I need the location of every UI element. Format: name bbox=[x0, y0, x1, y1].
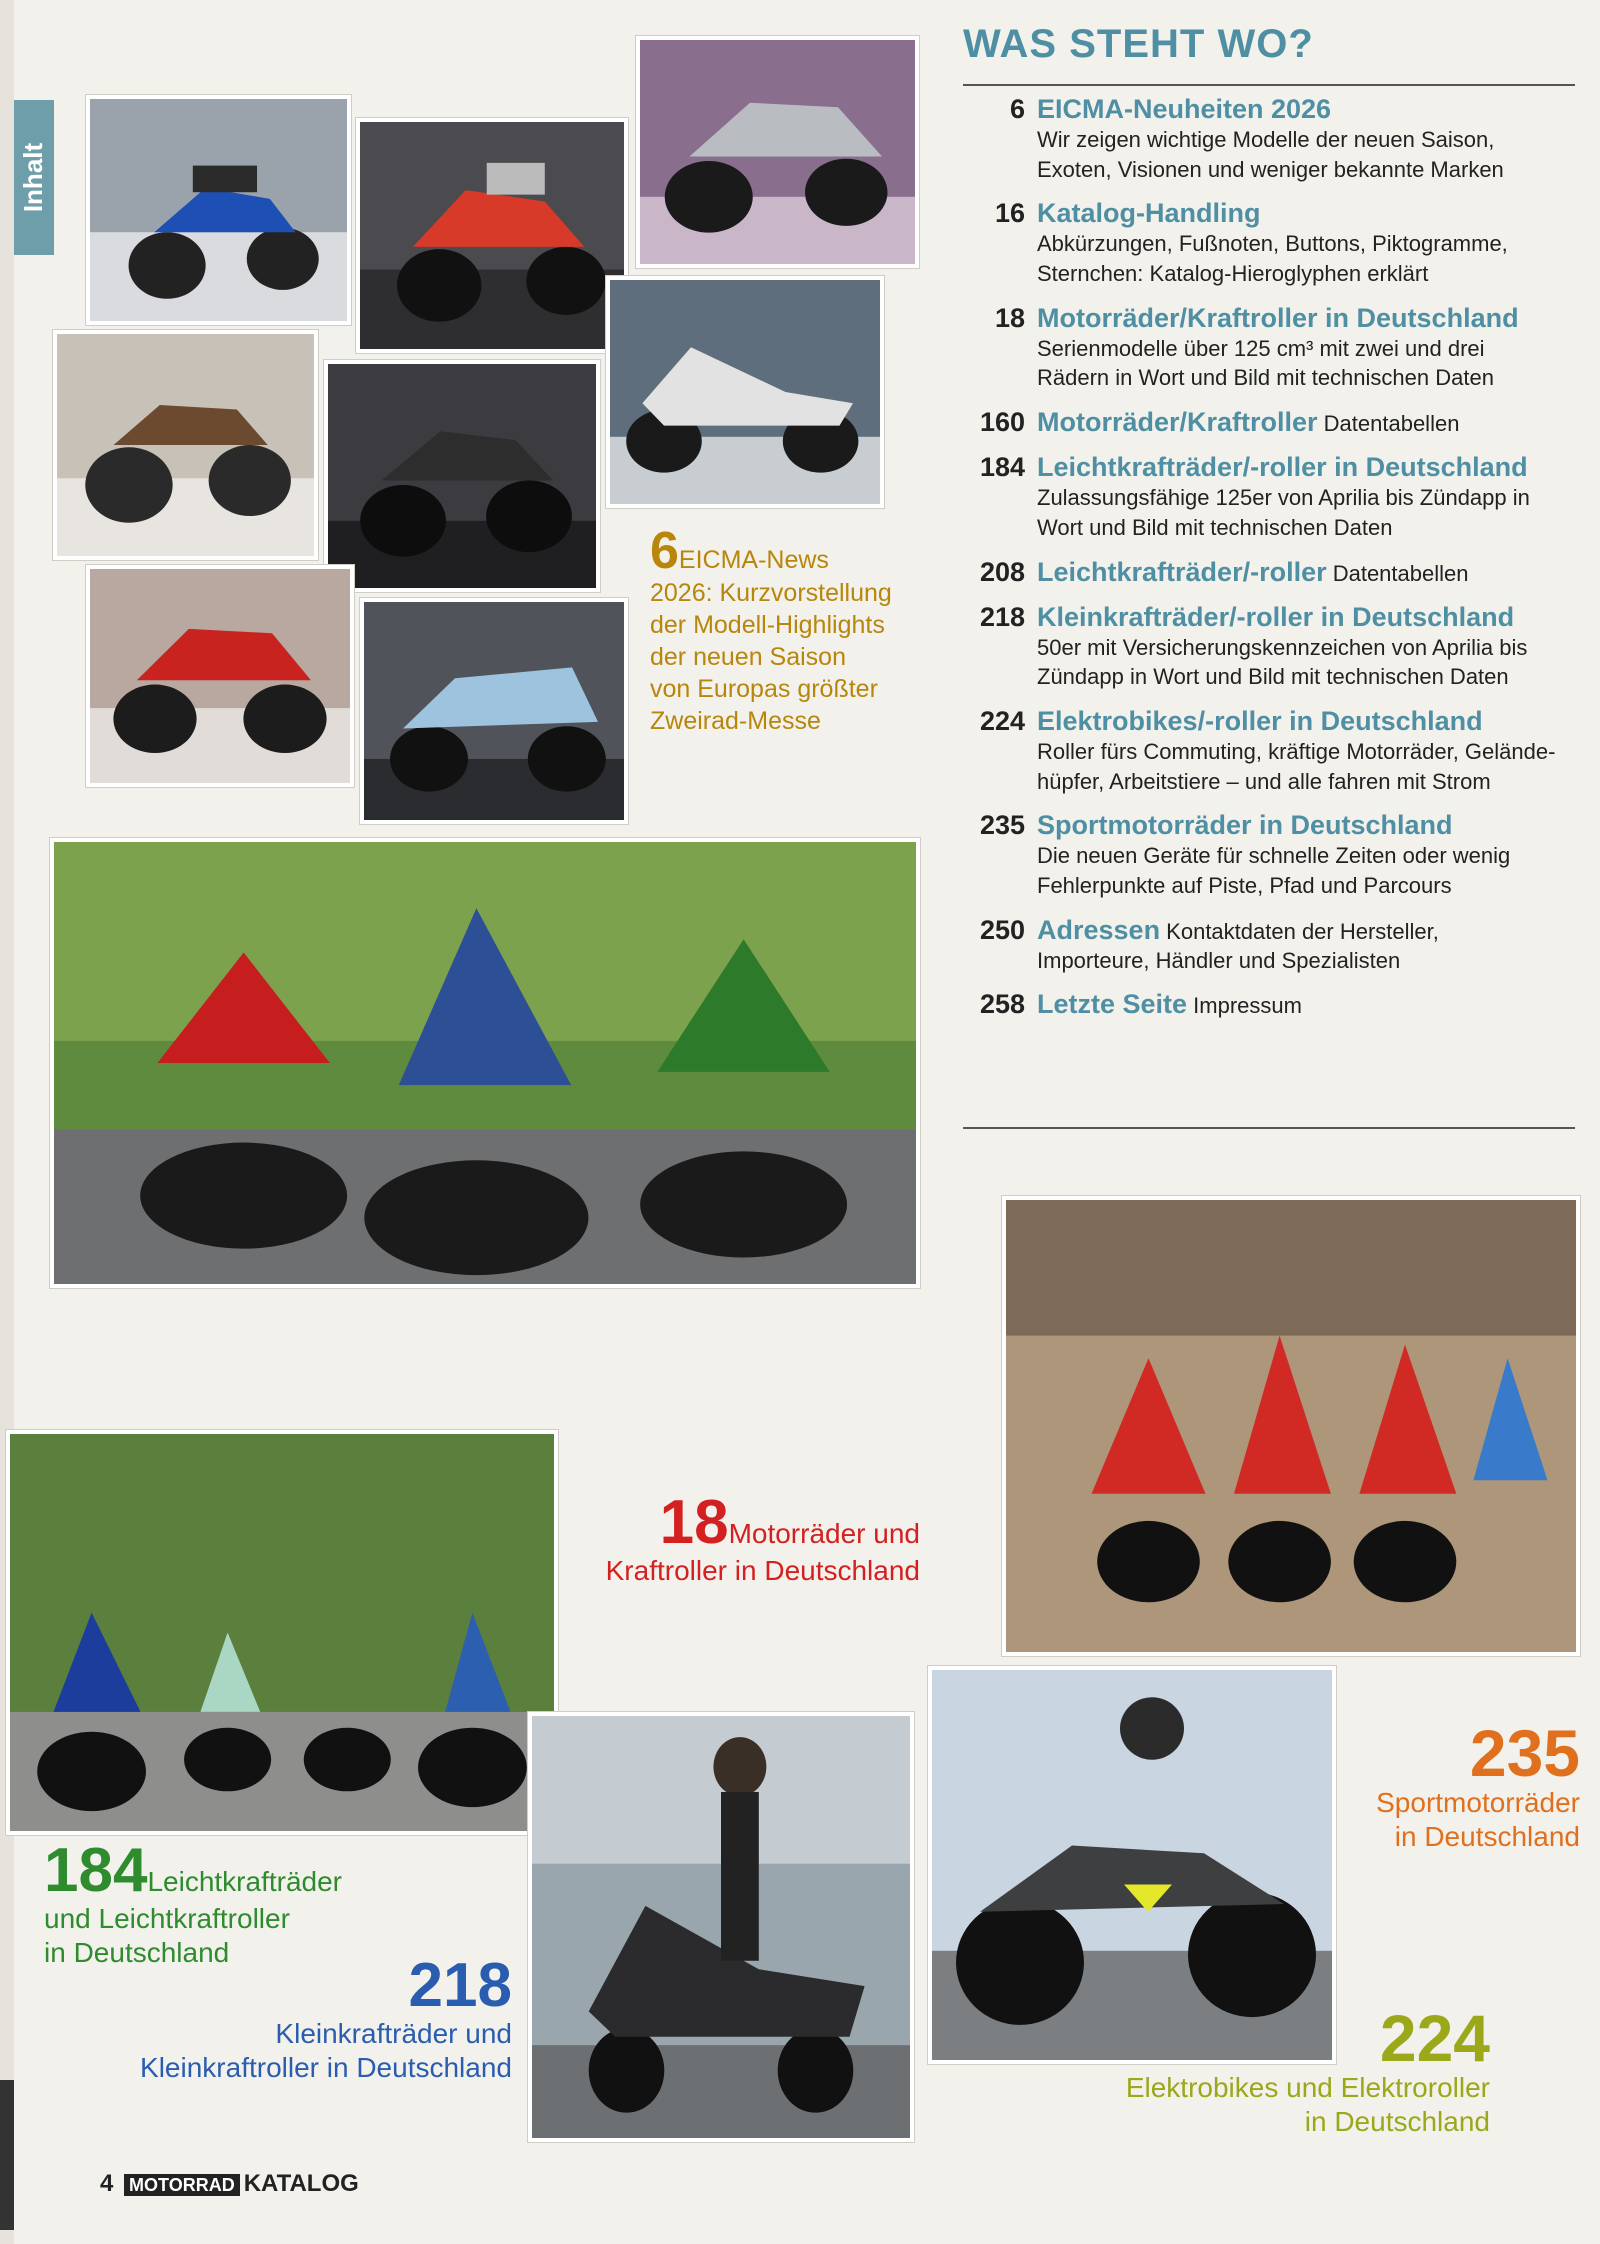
toc-entry-body bbox=[1037, 198, 1508, 288]
toc-entry-body bbox=[1037, 303, 1519, 393]
toc-entry bbox=[963, 94, 1583, 184]
caption-sport-number: 235 bbox=[1469, 1716, 1580, 1790]
toc-entry-title: Kleinkrafträder/-roller in Deutschland bbox=[1037, 601, 1515, 632]
toc-entry-page: 218 bbox=[979, 601, 1025, 632]
toc-entry-heading bbox=[1037, 989, 1302, 1020]
caption-klein-text: Kleinkrafträder und Kleinkraftroller in Deutschland bbox=[140, 2018, 512, 2083]
toc-entry bbox=[963, 557, 1583, 588]
toc-entry-page: 18 bbox=[994, 302, 1025, 333]
photo-kleinkraft-scooter bbox=[528, 1712, 914, 2142]
page-footer bbox=[100, 2170, 359, 2198]
toc-entry-title: Adressen bbox=[1037, 914, 1161, 945]
toc-entry-heading bbox=[1037, 810, 1510, 841]
toc-entry-heading bbox=[1037, 407, 1459, 438]
caption-eicma-number: 6 bbox=[650, 522, 679, 580]
caption-klein bbox=[140, 1951, 512, 2084]
caption-motorraeder bbox=[600, 1488, 920, 1588]
toc-entry-title: Motorräder/Kraftroller bbox=[1037, 407, 1318, 438]
toc-entry-title: Letzte Seite bbox=[1037, 989, 1188, 1020]
toc-entry-description: Importeure, Händler und Spezialisten bbox=[1037, 947, 1401, 973]
footer-brand: MOTORRAD bbox=[124, 2174, 240, 2196]
toc-entry-page: 250 bbox=[979, 914, 1025, 945]
section-tab-label: Inhalt bbox=[18, 142, 49, 213]
toc-entry-body bbox=[1037, 706, 1555, 796]
toc-entry-description: Die neuen Geräte für schnelle Zeiten oder wenig Fehlerpunkte auf Piste, Pfad und Parcours bbox=[1037, 843, 1511, 898]
photo-sport-motocross bbox=[1002, 1196, 1580, 1656]
photo-eicma-adventure-bike bbox=[86, 95, 351, 325]
toc-entry-heading bbox=[1037, 557, 1468, 588]
toc-entry-title: Elektrobikes/-roller in Deutschland bbox=[1037, 705, 1483, 736]
toc-entry-page: 235 bbox=[979, 810, 1025, 841]
toc-entry-body bbox=[1037, 407, 1459, 438]
toc-entry-page: 224 bbox=[979, 705, 1025, 736]
photo-eicma-red-tourer bbox=[356, 118, 628, 353]
toc-entry-title: Motorräder/Kraftroller in Deutschland bbox=[1037, 302, 1519, 333]
toc-entry-heading bbox=[1037, 94, 1504, 125]
toc-entry bbox=[963, 303, 1583, 393]
toc-entry bbox=[963, 810, 1583, 900]
caption-elektro-number: 224 bbox=[1379, 2001, 1490, 2075]
toc-entry-body bbox=[1037, 557, 1468, 588]
toc-entry-heading bbox=[1037, 198, 1508, 229]
toc-entry-page: 258 bbox=[979, 989, 1025, 1020]
toc-divider-bottom bbox=[963, 1127, 1575, 1129]
toc-entry-title: Katalog-Handling bbox=[1037, 198, 1261, 229]
toc-entry bbox=[963, 602, 1583, 692]
caption-motorraeder-number: 18 bbox=[659, 1488, 729, 1557]
caption-sport bbox=[1330, 1716, 1580, 1853]
photo-eicma-red-adventure-bike bbox=[86, 565, 354, 787]
caption-sport-text: Sportmotorräder in Deutschland bbox=[1376, 1787, 1580, 1852]
page-spine bbox=[0, 0, 14, 2244]
toc-entry-title: Leichtkrafträder/-roller in Deutschland bbox=[1037, 452, 1528, 483]
photo-motorraeder-group bbox=[50, 838, 920, 1288]
caption-leicht bbox=[44, 1836, 424, 1969]
caption-elektro-text: Elektrobikes und Elektroroller in Deutschland bbox=[1125, 2072, 1490, 2137]
footer-label: KATALOG bbox=[243, 2170, 359, 2197]
toc-entry bbox=[963, 989, 1583, 1020]
photo-eicma-scooter bbox=[606, 276, 884, 508]
toc-entry-description: Serienmodelle über 125 cm³ mit zwei und drei Rädern in Wort und Bild mit technischen Daten bbox=[1037, 335, 1494, 391]
toc-entry bbox=[963, 407, 1583, 438]
caption-eicma bbox=[650, 522, 940, 737]
toc-entry-suffix: Datentabellen bbox=[1326, 560, 1469, 586]
toc-entry-body bbox=[1037, 602, 1527, 692]
toc-entry-page: 16 bbox=[994, 198, 1025, 229]
toc-entry-heading bbox=[1037, 706, 1555, 737]
caption-klein-number: 218 bbox=[408, 1951, 512, 2020]
toc-entry-description: Roller fürs Commuting, kräftige Motorräder, Gelände- hüpfer, Arbeitstiere – und alle fahren mit Strom bbox=[1037, 738, 1556, 794]
toc-entry-body bbox=[1037, 94, 1504, 184]
toc-entry-heading bbox=[1037, 303, 1519, 334]
toc-entry-heading bbox=[1037, 452, 1530, 483]
caption-elektro bbox=[1100, 2001, 1490, 2138]
toc-entry bbox=[963, 452, 1583, 542]
toc-entry-page: 6 bbox=[1009, 94, 1025, 124]
section-tab bbox=[14, 100, 54, 255]
toc-entry bbox=[963, 706, 1583, 796]
caption-leicht-number: 184 bbox=[44, 1836, 148, 1905]
toc-entry-title: EICMA-Neuheiten 2026 bbox=[1037, 94, 1332, 124]
toc-entry-suffix: Impressum bbox=[1187, 993, 1302, 1019]
toc-entry-heading bbox=[1037, 915, 1439, 946]
table-of-contents bbox=[963, 94, 1583, 1020]
page-edge bbox=[0, 2080, 14, 2230]
toc-entry bbox=[963, 915, 1583, 976]
toc-title: WAS STEHT WO? bbox=[963, 22, 1314, 66]
toc-entry-body bbox=[1037, 452, 1530, 542]
toc-entry-description: 50er mit Versicherungskennzeichen von Aprilia bis Zündapp in Wort und Bild mit technischen Daten bbox=[1037, 634, 1528, 690]
photo-eicma-classic-bike bbox=[53, 330, 318, 560]
toc-entry-description: Abkürzungen, Fußnoten, Buttons, Piktogramme, Sternchen: Katalog-Hieroglyphen erklärt bbox=[1037, 231, 1508, 287]
caption-eicma-text: EICMA-News 2026: Kurzvorstellung der Modell-Highlights der neuen Saison von Europas größter Zweirad-Messe bbox=[650, 546, 892, 735]
toc-entry bbox=[963, 198, 1583, 288]
caption-motorraeder-text: Motorräder und Kraftroller in Deutschland bbox=[605, 1518, 920, 1586]
toc-entry-page: 184 bbox=[979, 452, 1025, 483]
toc-entry-title: Leichtkrafträder/-roller bbox=[1037, 556, 1327, 587]
toc-entry-page: 208 bbox=[979, 556, 1025, 587]
toc-entry-body bbox=[1037, 915, 1439, 976]
toc-divider-top bbox=[963, 84, 1575, 86]
toc-entry-suffix: Datentabellen bbox=[1317, 411, 1460, 437]
toc-entry-suffix: Kontaktdaten der Hersteller, bbox=[1160, 918, 1439, 944]
photo-eicma-naked-bike bbox=[324, 360, 600, 592]
toc-entry-page: 160 bbox=[979, 407, 1025, 438]
toc-entry-description: Wir zeigen wichtige Modelle der neuen Saison, Exoten, Visionen und weniger bekannte Marken bbox=[1037, 127, 1504, 182]
caption-leicht-text: Leichtkrafträder und Leichtkraftroller in Deutschland bbox=[44, 1866, 342, 1968]
photo-leichtkraft-group bbox=[6, 1430, 558, 1835]
toc-entry-body bbox=[1037, 810, 1510, 900]
footer-page-number: 4 bbox=[100, 2170, 114, 2197]
toc-entry-heading bbox=[1037, 602, 1527, 633]
toc-entry-description: Zulassungsfähige 125er von Aprilia bis Zündapp in Wort und Bild mit technischen Daten bbox=[1037, 485, 1530, 540]
toc-entry-title: Sportmotorräder in Deutschland bbox=[1037, 810, 1453, 841]
photo-eicma-grey-sport-tourer bbox=[636, 36, 919, 268]
toc-entry-body bbox=[1037, 989, 1302, 1020]
photo-eicma-blue-superbike bbox=[360, 598, 628, 824]
